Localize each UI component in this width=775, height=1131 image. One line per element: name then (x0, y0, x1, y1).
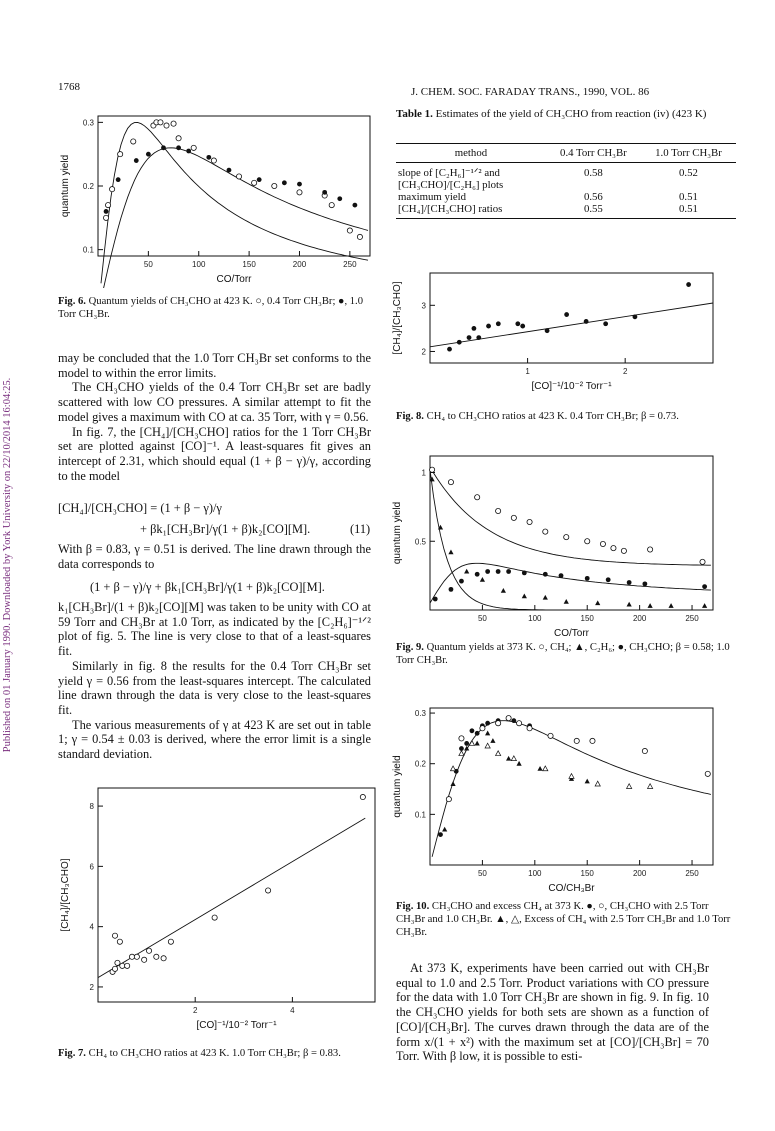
fig6-series1-point (186, 149, 191, 154)
fig10-series2-point (490, 738, 495, 743)
fig9-series0-point (700, 559, 705, 564)
fig7-x-axis-label: [CO]⁻¹/10⁻² Torr⁻¹ (196, 1020, 277, 1031)
fig6-y-tick-label: 0.1 (82, 245, 94, 255)
fig9-caption-label: Fig. 9. (396, 642, 424, 653)
table-cell-value: 0.55 (546, 203, 641, 219)
fig10-caption (396, 900, 736, 939)
fig9-caption (396, 641, 736, 667)
fig9-frame (430, 456, 713, 610)
fig10-y-axis-label: quantum yield (392, 755, 403, 818)
fig6-series0-point (171, 121, 176, 126)
fig8-y-axis-label: [CH₄]/[CH₃CHO] (392, 281, 403, 355)
fig8-series0-point (486, 324, 491, 329)
fig10-series3-point (595, 781, 600, 786)
fig7-chart (40, 780, 385, 1042)
fig6-caption-text: Quantum yields of CH₃CHO at 423 K. ○, 0.4 Torr CH₃Br; ●, 1.0 Torr CH₃Br. (58, 296, 363, 320)
fig9-y-axis-label: quantum yield (392, 501, 403, 565)
fig7-series0-point (154, 954, 159, 959)
fig10-x-axis-label: CO/CH₃Br (548, 883, 595, 894)
fig10-caption-label: Fig. 10. (396, 901, 430, 912)
table-cell-value: 0.52 (679, 167, 698, 179)
fig9-series2-point (522, 570, 527, 575)
provenance-sidebar (0, 0, 14, 1131)
fig10-caption-text: CH₃CHO and excess CH₄ at 373 K. ●, ○, CH₃CHO with 2.5 Torr CH₃Br and 1.0 CH₃Br. ▲, △, Excess of CH₄ with 2.5 Torr CH₃Br and 1.0 Torr CH₃Br. (396, 901, 731, 938)
fig6-series0-point (131, 139, 136, 144)
fig9-series2-point (496, 569, 501, 574)
fig6-series1-point (322, 190, 327, 195)
fig8-series0-point (447, 347, 452, 352)
fig8-series0-point (584, 319, 589, 324)
fig6-series1-point (206, 155, 211, 160)
fig6-y-tick-label: 0.3 (82, 118, 94, 128)
fig8-series0-point (603, 321, 608, 326)
table-cell-value: 0.51 (641, 203, 736, 219)
fig10-x-tick-label: 200 (632, 869, 647, 878)
fig7-caption (58, 1047, 383, 1060)
fig10-series2-point (442, 827, 447, 832)
fig7-series0-point (146, 948, 151, 953)
fig6-series0-point (191, 145, 196, 150)
paragraph-7: The various measurements of γ at 423 K are set out in table 1; γ = 0.54 ± 0.03 is derived, where the error limit is a single standard deviation. (58, 717, 371, 762)
fig8-x-tick-label: 2 (622, 367, 628, 376)
fig8-series0-point (545, 328, 550, 333)
fig8-chart (388, 265, 723, 405)
fig10-y-tick-label: 0.1 (414, 810, 426, 820)
table-cell-value: 0.51 (679, 191, 698, 203)
fig10-series1-point (516, 721, 521, 726)
fig10-series2-point (537, 766, 542, 771)
fig10-series1-point (506, 716, 511, 721)
fig6-series0-point (211, 158, 216, 163)
paragraph-1: may be concluded that the 1.0 Torr CH₃Br set conforms to the model to within the error limits. (58, 351, 371, 380)
fig6-curve-10 (101, 148, 368, 288)
fig10-y-tick-label: 0.2 (414, 759, 426, 769)
provenance-text: Published on 01 January 1990. Downloaded by York University on 22/10/2014 16:04:25. (2, 377, 13, 753)
table1-caption-text: Estimates of the yield of CH₃CHO from reaction (iv) (423 K) (435, 108, 707, 120)
fig9-series2-point (449, 587, 454, 592)
fig7-series0-point (360, 794, 365, 799)
fig9-series1-point (627, 602, 632, 607)
fig6-y-axis-label: quantum yield (60, 154, 71, 218)
fig6-series1-point (104, 209, 109, 214)
fig7-y-tick-label: 2 (89, 982, 94, 992)
fig9-series2-point (585, 576, 590, 581)
fig9-series0-point (511, 515, 516, 520)
fig6-series1-point (134, 158, 139, 163)
fig8-series0-point (686, 282, 691, 287)
fig10-series3-point (511, 756, 516, 761)
fig9-series1-point (522, 593, 527, 598)
table1-caption-label: Table 1. (396, 108, 433, 120)
fig6-series0-point (347, 228, 352, 233)
fig9-series1-point (464, 569, 469, 574)
table1 (396, 143, 736, 219)
equation-line: (1 + β − γ)/γ + βk₁[CH₃Br]/γ(1 + β)k₂[CO][M]. (90, 580, 325, 594)
fig9-chart (388, 448, 723, 643)
fig6-x-tick-label: 50 (143, 260, 153, 269)
fig6-series0-point (164, 123, 169, 128)
fig10-series1-point (496, 721, 501, 726)
fig7-series0-point (134, 954, 139, 959)
table1-header-method: method (396, 144, 546, 163)
fig6-series1-point (176, 145, 181, 150)
fig7-series0-point (115, 960, 120, 965)
fig8-fit-line (430, 303, 713, 347)
fig6-x-axis-label: CO/Torr (216, 274, 252, 285)
fig9-x-tick-label: 50 (477, 614, 487, 623)
fig8-series0-point (633, 314, 638, 319)
fig8-series0-point (520, 324, 525, 329)
fig6-series1-point (116, 177, 121, 182)
fig9-series2-point (627, 580, 632, 585)
fig10-x-tick-label: 50 (477, 869, 487, 878)
fig10-x-tick-label: 100 (528, 869, 542, 878)
fig10-series1-point (590, 738, 595, 743)
fig7-series0-point (120, 963, 125, 968)
fig10-series3-point (496, 751, 501, 756)
fig10-series3-point (569, 774, 574, 779)
table-cell-value: 0.56 (583, 191, 603, 203)
fig10-curve (432, 721, 711, 857)
fig6-x-tick-label: 100 (192, 260, 206, 269)
fig8-series0-point (467, 335, 472, 340)
fig9-series0-point (496, 508, 501, 513)
table-cell-method: maximum yield (398, 191, 467, 203)
fig6-x-tick-label: 200 (292, 260, 307, 269)
fig9-curve-c2h6 (430, 470, 711, 610)
fig10-series3-point (543, 766, 548, 771)
fig9-x-tick-label: 250 (685, 614, 699, 623)
fig10-series0-point (511, 718, 516, 723)
fig9-x-tick-label: 200 (632, 614, 647, 623)
fig9-series2-point (543, 572, 548, 577)
fig9-series0-point (600, 541, 605, 546)
fig7-y-tick-label: 4 (89, 922, 94, 932)
fig8-x-tick-label: 1 (525, 367, 530, 376)
fig7-series0-point (168, 939, 173, 944)
fig9-series0-point (585, 539, 590, 544)
fig9-series1-point (501, 588, 506, 593)
fig6-series0-point (103, 215, 108, 220)
table-row (396, 203, 736, 219)
fig10-series1-point (446, 797, 451, 802)
fig9-series1-point (668, 603, 673, 608)
fig7-series0-point (142, 957, 147, 962)
fig10-series0-point (475, 731, 480, 736)
fig7-series0-point (161, 956, 166, 961)
fig6-y-tick-label: 0.2 (82, 182, 94, 191)
fig7-caption-label: Fig. 7. (58, 1048, 86, 1059)
table1-header-10: 1.0 Torr CH₃Br (641, 144, 736, 163)
fig7-y-tick-label: 8 (89, 802, 94, 812)
fig6-frame (98, 116, 370, 256)
fig10-series3-point (459, 751, 464, 756)
fig7-y-tick-label: 6 (89, 862, 94, 872)
fig9-curve-ch4 (430, 467, 711, 565)
fig9-series2-point (506, 569, 511, 574)
fig10-series1-point (480, 726, 485, 731)
paragraph-5: k₁[CH₃Br]/(1 + β)k₂[CO][M] was taken to be unity with CO at 59 Torr and CH₃Br at 1.0 Torr, as indicated by the [C₂H₆]⁻¹ᐟ² plot of fig. 5. The line is very close to that of a least-squares fit. (58, 600, 371, 659)
fig7-y-axis-label: [CH₄]/[CH₃CHO] (60, 858, 71, 932)
fig6-chart (40, 108, 380, 288)
fig6-series0-point (158, 120, 163, 125)
fig9-series2-point (475, 572, 480, 577)
fig9-series2-point (559, 573, 564, 578)
fig7-fit-line (98, 818, 365, 977)
fig6-series0-point (252, 180, 257, 185)
left-column-text-2 (58, 600, 371, 762)
fig8-y-tick-label: 3 (421, 301, 426, 311)
paragraph-8: At 373 K, experiments have been carried out with CH₃Br equal to 1.0 and 2.5 Torr. Product variations with CO pressure for the data with 1.0 Torr CH₃Br are shown in fig. 9. In fig. 10 the CH₃CHO yields for both sets are shown as a function of [CO]/[CH₃Br]. The curves drawn through the data are of the form x/(1 + x²) with the maximum set at [CO]/[CH₃Br] = 70 Torr. With β low, it is possible to esti- (396, 961, 709, 1064)
fig9-series1-point (564, 599, 569, 604)
fig7-series0-point (129, 954, 134, 959)
fig6-series1-point (352, 203, 357, 208)
fig9-curve-ch3cho (430, 563, 711, 603)
fig6-series0-point (110, 187, 115, 192)
fig7-x-tick-label: 2 (192, 1006, 198, 1015)
fig6-series1-point (146, 152, 151, 157)
fig10-series1-point (548, 733, 553, 738)
fig6-series0-point (329, 202, 334, 207)
fig9-series0-point (611, 546, 616, 551)
fig6-series1-point (337, 196, 342, 201)
fig10-series1-point (642, 748, 647, 753)
fig10-series2-point (475, 741, 480, 746)
fig6-curve-04 (101, 123, 368, 284)
fig10-chart (388, 700, 723, 898)
fig10-series2-point (450, 781, 455, 786)
table-row (396, 163, 736, 192)
fig7-series0-point (125, 963, 130, 968)
fig9-series0-point (448, 480, 453, 485)
fig6-series0-point (105, 202, 110, 207)
fig6-series0-point (118, 152, 123, 157)
fig8-series0-point (457, 340, 462, 345)
fig9-y-tick-label: 1 (421, 468, 426, 478)
fig9-series1-point (448, 549, 453, 554)
fig6-series1-point (282, 180, 287, 185)
fig6-series0-point (176, 136, 181, 141)
fig6-series1-point (257, 177, 262, 182)
fig7-series0-point (112, 966, 117, 971)
fig10-series0-point (438, 832, 443, 837)
fig10-series0-point (470, 728, 475, 733)
left-column-text (58, 351, 371, 483)
table-cell-method: [CH₄]/[CH₃CHO] ratios (396, 203, 546, 219)
fig9-x-axis-label: CO/Torr (554, 628, 589, 639)
fig8-x-axis-label: [CO]⁻¹/10⁻² Torr⁻¹ (531, 381, 612, 392)
fig9-series2-point (606, 577, 611, 582)
fig6-series0-point (272, 183, 277, 188)
fig8-series0-point (496, 321, 501, 326)
fig9-series0-point (527, 519, 532, 524)
fig10-series2-point (506, 756, 511, 761)
paragraph-2: The CH₃CHO yields of the 0.4 Torr CH₃Br set are badly scattered with low CO pressures. A similar attempt to fit the model gives a maximum with CO at ca. 35 Torr, with γ = 0.56. (58, 380, 371, 424)
fig9-series2-point (459, 579, 464, 584)
fig8-frame (430, 273, 713, 363)
fig6-caption (58, 295, 383, 321)
fig6-x-tick-label: 150 (242, 260, 256, 269)
page-number: 1768 (58, 81, 80, 93)
fig6-series1-point (297, 182, 302, 187)
fig8-caption-text: CH₄ to CH₃CHO ratios at 423 K. 0.4 Torr CH₃Br; β = 0.73. (426, 411, 679, 422)
fig10-series1-point (574, 738, 579, 743)
fig8-series0-point (472, 326, 477, 331)
table-cell-method: slope of [C₂H₆]⁻¹ᐟ² and [CH₃CHO]/[C₂H₆] plots (398, 167, 504, 191)
fig7-x-tick-label: 4 (290, 1006, 295, 1015)
fig6-series0-point (357, 234, 362, 239)
fig7-series0-point (112, 933, 117, 938)
fig6-series0-point (236, 174, 241, 179)
fig9-x-tick-label: 100 (528, 614, 542, 623)
fig6-series1-point (227, 168, 232, 173)
fig10-series0-point (485, 721, 490, 726)
fig8-caption-label: Fig. 8. (396, 411, 424, 422)
fig9-series0-point (475, 495, 480, 500)
fig9-series1-point (595, 600, 600, 605)
fig10-series2-point (485, 731, 490, 736)
fig6-series0-point (297, 190, 302, 195)
table1-header-04: 0.4 Torr CH₃Br (546, 144, 641, 163)
fig9-y-tick-label: 0.5 (414, 537, 426, 547)
fig8-series0-point (476, 335, 481, 340)
fig9-series1-point (480, 577, 485, 582)
fig9-series0-point (543, 529, 548, 534)
fig7-caption-text: CH₄ to CH₃CHO ratios at 423 K. 1.0 Torr CH₃Br; β = 0.83. (88, 1048, 341, 1059)
fig8-series0-point (564, 312, 569, 317)
fig9-series2-point (642, 581, 647, 586)
fig10-x-tick-label: 250 (685, 869, 699, 878)
fig10-series3-point (485, 743, 490, 748)
fig9-series0-point (648, 547, 653, 552)
fig6-x-tick-label: 250 (343, 260, 357, 269)
fig6-series1-point (161, 145, 166, 150)
fig10-series1-point (459, 736, 464, 741)
fig9-caption-text: Quantum yields at 373 K. ○, CH₄; ▲, C₂H₆; ●, CH₃CHO; β = 0.58; 1.0 Torr CH₃Br. (396, 642, 730, 666)
table1-caption (396, 108, 736, 121)
fig10-series1-point (705, 771, 710, 776)
paragraph-6: Similarly in fig. 8 the results for the 0.4 Torr CH₃Br set yield γ = 0.56 from the least-squares intercept. The calculated line drawn through the data is very close to the least-squares fit. (58, 658, 371, 717)
fig9-series0-point (429, 467, 434, 472)
paragraph-3: In fig. 7, the [CH₄]/[CH₃CHO] ratios for the 1 Torr CH₃Br set are plotted against [CO]⁻¹. A least-squares fit gives an intercept of 2.31, which should equal (1 + β − γ)/γ, according to the model (58, 424, 371, 483)
fig9-series1-point (702, 603, 707, 608)
fig10-series1-point (527, 726, 532, 731)
fig10-series3-point (450, 766, 455, 771)
fig10-series3-point (627, 784, 632, 789)
fig10-series2-point (585, 779, 590, 784)
fig9-series1-point (543, 595, 548, 600)
journal-header: J. CHEM. SOC. FARADAY TRANS., 1990, VOL. 86 (411, 86, 650, 98)
fig9-series2-point (485, 569, 490, 574)
fig10-x-tick-label: 150 (580, 869, 594, 878)
equation-11-line-1: [CH₄]/[CH₃CHO] = (1 + β − γ)/γ (58, 501, 222, 515)
fig10-series3-point (648, 784, 653, 789)
fig7-series0-point (117, 939, 122, 944)
fig9-series0-point (564, 535, 569, 540)
fig10-series0-point (464, 741, 469, 746)
fig9-series1-point (648, 603, 653, 608)
right-column-text (396, 961, 709, 1064)
fig9-series2-point (433, 597, 438, 602)
fig9-x-tick-label: 150 (580, 614, 594, 623)
table-cell-value: 0.58 (583, 167, 603, 179)
equation-11-number: (11) (350, 522, 371, 536)
fig10-y-tick-label: 0.3 (414, 709, 426, 719)
fig8-y-tick-label: 2 (421, 347, 426, 357)
fig9-series0-point (621, 548, 626, 553)
fig9-series2-point (702, 584, 707, 589)
fig6-caption-label: Fig. 6. (58, 296, 86, 307)
paragraph-4: With β = 0.83, γ = 0.51 is derived. The line drawn through the data corresponds to (58, 542, 371, 571)
fig7-series0-point (212, 915, 217, 920)
equation-11-line-2: + βk₁[CH₃Br]/γ(1 + β)k₂[CO][M]. (140, 522, 311, 536)
table-row (396, 191, 736, 203)
fig8-caption (396, 410, 736, 423)
fig10-series2-point (516, 761, 521, 766)
fig8-series0-point (515, 321, 520, 326)
fig7-series0-point (265, 888, 270, 893)
